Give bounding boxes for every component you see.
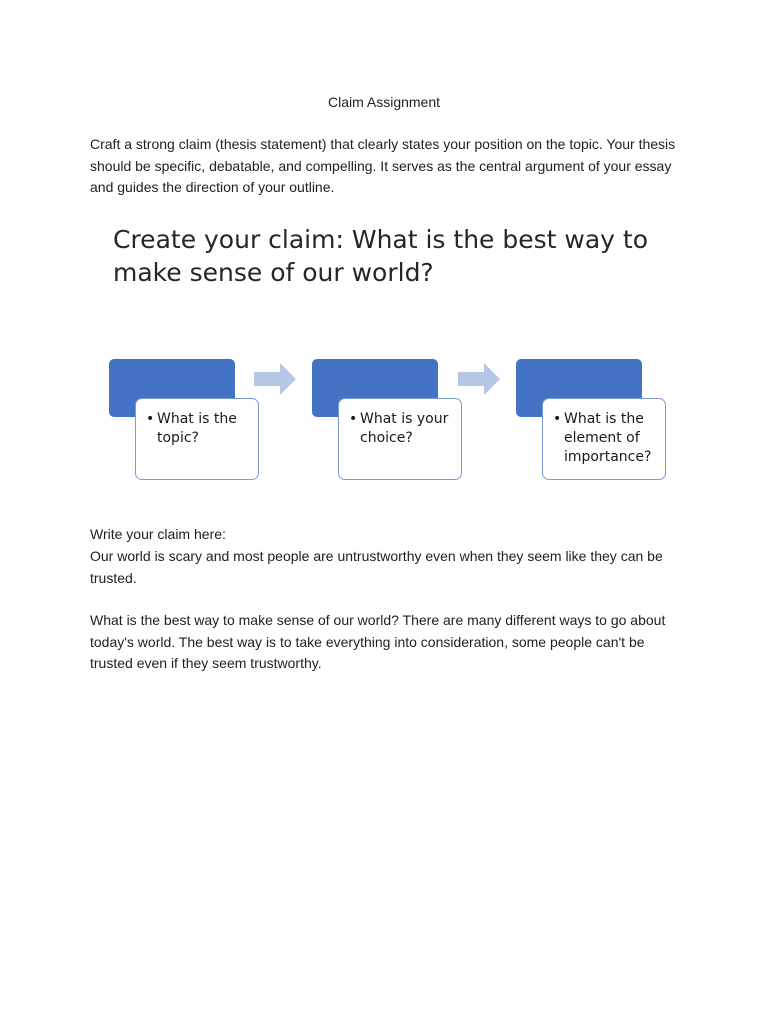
step-text — [349, 410, 455, 448]
step-card — [542, 398, 666, 480]
step-text — [553, 410, 659, 467]
step-topic — [109, 358, 271, 484]
claim-text: Our world is scary and most people are untrustworthy even when they seem like they can be trusted. — [90, 548, 663, 586]
step-choice — [312, 358, 474, 484]
answer-paragraph: What is the best way to make sense of our world? There are many different ways to go about today's world. The best way is to take everything into consideration, some people can't be trusted even if they seem trustworthy. — [90, 612, 666, 671]
bullet: • — [553, 411, 562, 427]
intro-paragraph: Craft a strong claim (thesis statement) that clearly states your position on the topic. Your thesis should be specific, debatable, and compelling. It serves as the central argument of your essay and guides the direction of your outline. — [90, 136, 676, 195]
bullet: • — [349, 411, 358, 427]
page-title: Claim Assignment — [327, 94, 441, 110]
graphic-heading: Create your claim: What is the best way to make sense of our world? — [113, 225, 649, 287]
claim-graphic — [90, 218, 686, 498]
step-text — [146, 410, 252, 448]
step-label: What is the topic? — [157, 411, 237, 446]
bullet: • — [146, 411, 155, 427]
step-importance — [516, 358, 678, 484]
step-label: What is the element of importance? — [564, 411, 652, 465]
step-card — [338, 398, 462, 480]
step-label: What is your choice? — [360, 411, 449, 446]
arrow-right-icon — [254, 363, 296, 395]
step-card — [135, 398, 259, 480]
write-claim-label: Write your claim here: — [90, 526, 226, 542]
arrow-right-icon — [458, 363, 500, 395]
